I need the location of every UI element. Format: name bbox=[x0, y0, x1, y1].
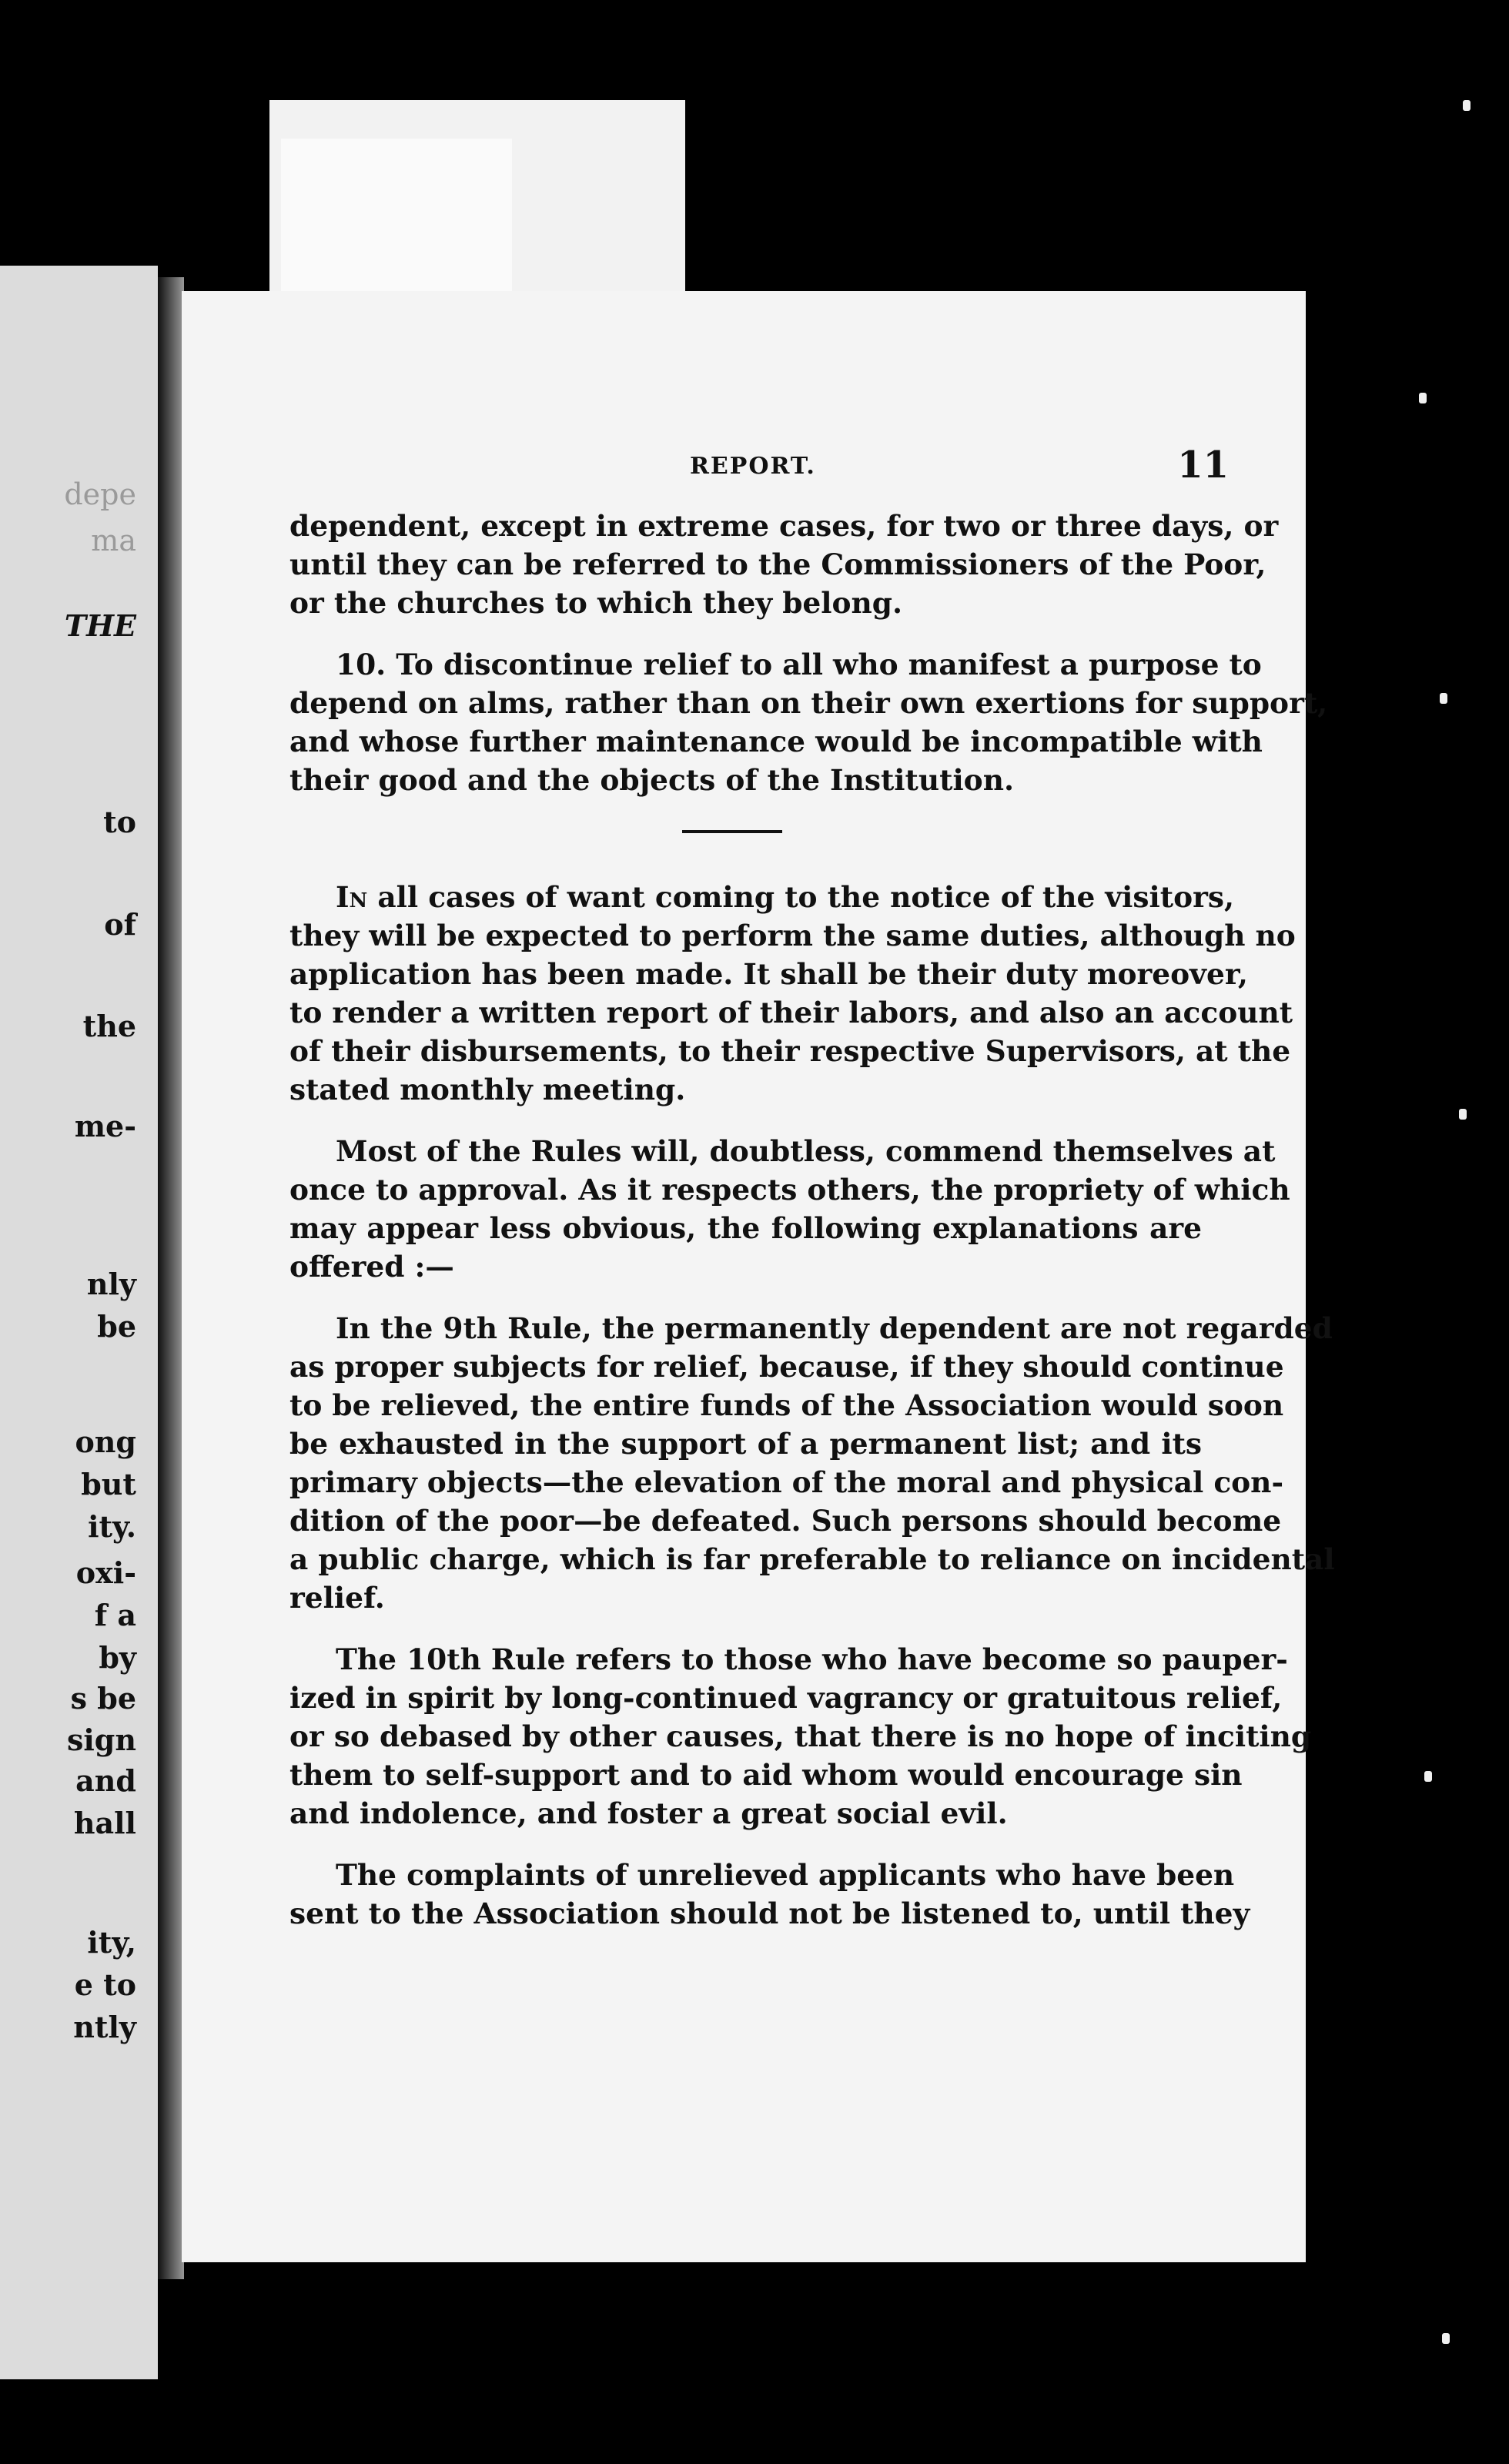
left-page-text-fragment: but bbox=[81, 1467, 136, 1502]
text-line: they will be expected to perform the same duties, although no bbox=[289, 919, 1296, 952]
dust-speck bbox=[1440, 693, 1447, 704]
text-line: to be relieved, the entire funds of the Association would soon bbox=[289, 1388, 1284, 1422]
text-line: In the 9th Rule, the permanently dependent are not regarded bbox=[336, 1311, 1333, 1345]
text-line: may appear less obvious, the following explanations are bbox=[289, 1211, 1202, 1245]
tenth-rule-paragraph bbox=[289, 1640, 1312, 1833]
left-page-text-fragment: s be bbox=[70, 1681, 136, 1716]
text-line: The 10th Rule refers to those who have become so pauper- bbox=[336, 1642, 1288, 1676]
left-page-text-fragment: e to bbox=[74, 1967, 136, 2002]
left-page-text-fragment: ity, bbox=[87, 1925, 136, 1960]
left-page-text-fragment: to bbox=[103, 805, 136, 839]
text-line: offered :— bbox=[289, 1250, 454, 1284]
book-gutter bbox=[158, 277, 184, 2279]
text-line: dition of the poor—be defeated. Such persons should become bbox=[289, 1504, 1282, 1538]
text-line: or so debased by other causes, that there is no hope of inciting bbox=[289, 1719, 1312, 1753]
left-page-fragment bbox=[0, 266, 158, 2379]
dust-speck bbox=[1424, 1771, 1432, 1782]
visitors-paragraph bbox=[289, 878, 1296, 1109]
left-page-text-fragment: ma bbox=[91, 524, 136, 557]
left-page-text-fragment: oxi- bbox=[75, 1555, 136, 1590]
paper-tab-front bbox=[281, 139, 512, 293]
page-body bbox=[289, 507, 1335, 1933]
text-line: a public charge, which is far preferable to reliance on incidental bbox=[289, 1542, 1335, 1576]
left-page-text-fragment: the bbox=[82, 1009, 136, 1043]
dust-speck bbox=[1459, 1109, 1467, 1120]
left-page-text-fragment: hall bbox=[73, 1806, 136, 1840]
text-line: once to approval. As it respects others, the propriety of which bbox=[289, 1173, 1290, 1207]
left-page-text-fragment: and bbox=[75, 1763, 136, 1798]
rule-10-paragraph bbox=[289, 645, 1328, 799]
left-page-text-fragment: f a bbox=[94, 1598, 136, 1632]
left-page-text-fragment: me- bbox=[74, 1109, 136, 1143]
lead-word: In bbox=[336, 880, 368, 914]
complaints-paragraph bbox=[289, 1856, 1250, 1933]
left-page-text-fragment: THE bbox=[64, 608, 136, 643]
text-line: be exhausted in the support of a permanent list; and its bbox=[289, 1427, 1202, 1461]
dust-speck bbox=[1419, 393, 1427, 403]
text-line: of their disbursements, to their respective Supervisors, at the bbox=[289, 1034, 1291, 1068]
text-line: primary objects—the elevation of the moral and physical con- bbox=[289, 1465, 1284, 1499]
text-line: relief. bbox=[289, 1581, 385, 1615]
text-line: their good and the objects of the Institution. bbox=[289, 763, 1015, 797]
text-line: to render a written report of their labors, and also an account bbox=[289, 996, 1293, 1029]
paragraph-continuation bbox=[289, 507, 1279, 622]
text-line: dependent, except in extreme cases, for two or three days, or bbox=[289, 509, 1279, 543]
book-page bbox=[182, 291, 1335, 2262]
text-line: 10. To discontinue relief to all who manifest a purpose to bbox=[336, 648, 1262, 681]
left-page-text-fragment: ong bbox=[75, 1424, 136, 1459]
dust-speck bbox=[1442, 2333, 1450, 2344]
left-page-text-fragment: ntly bbox=[73, 2010, 136, 2044]
text-line: Most of the Rules will, doubtless, commend themselves at bbox=[336, 1134, 1276, 1168]
text-line: stated monthly meeting. bbox=[289, 1073, 686, 1106]
text-line: depend on alms, rather than on their own exertions for support, bbox=[289, 686, 1328, 720]
left-page-text-fragment: nly bbox=[86, 1267, 136, 1301]
running-head-title: REPORT. bbox=[690, 453, 816, 480]
rules-approval-paragraph bbox=[289, 1132, 1290, 1286]
text-line: sent to the Association should not be listened to, until they bbox=[289, 1897, 1250, 1930]
text-line: them to self-support and to aid whom would encourage sin bbox=[289, 1758, 1243, 1792]
section-divider bbox=[682, 830, 782, 833]
text-line: as proper subjects for relief, because, if they should continue bbox=[289, 1350, 1284, 1384]
left-page-text-fragment: sign bbox=[66, 1722, 136, 1757]
page-number: 11 bbox=[1177, 444, 1229, 487]
text-line: application has been made. It shall be their duty moreover, bbox=[289, 957, 1248, 991]
left-page-text-fragment: be bbox=[97, 1309, 136, 1344]
text-line: ized in spirit by long-continued vagrancy or gratuitous relief, bbox=[289, 1681, 1283, 1715]
left-page-text-fragment: depe bbox=[64, 477, 136, 511]
left-page-text-fragment: of bbox=[104, 907, 136, 942]
text-line: or the churches to which they belong. bbox=[289, 586, 903, 620]
text-line: In all cases of want coming to the notice of the visitors, bbox=[336, 880, 1235, 914]
text-line: until they can be referred to the Commissioners of the Poor, bbox=[289, 547, 1266, 581]
text-line: and indolence, and foster a great social evil. bbox=[289, 1796, 1008, 1830]
text-line: The complaints of unrelieved applicants who have been bbox=[336, 1858, 1235, 1892]
ninth-rule-paragraph bbox=[289, 1309, 1335, 1617]
text-line: and whose further maintenance would be incompatible with bbox=[289, 725, 1263, 758]
left-page-text-fragment: by bbox=[99, 1640, 136, 1675]
left-page-text-fragment: ity. bbox=[88, 1509, 136, 1544]
dust-speck bbox=[1463, 100, 1471, 111]
